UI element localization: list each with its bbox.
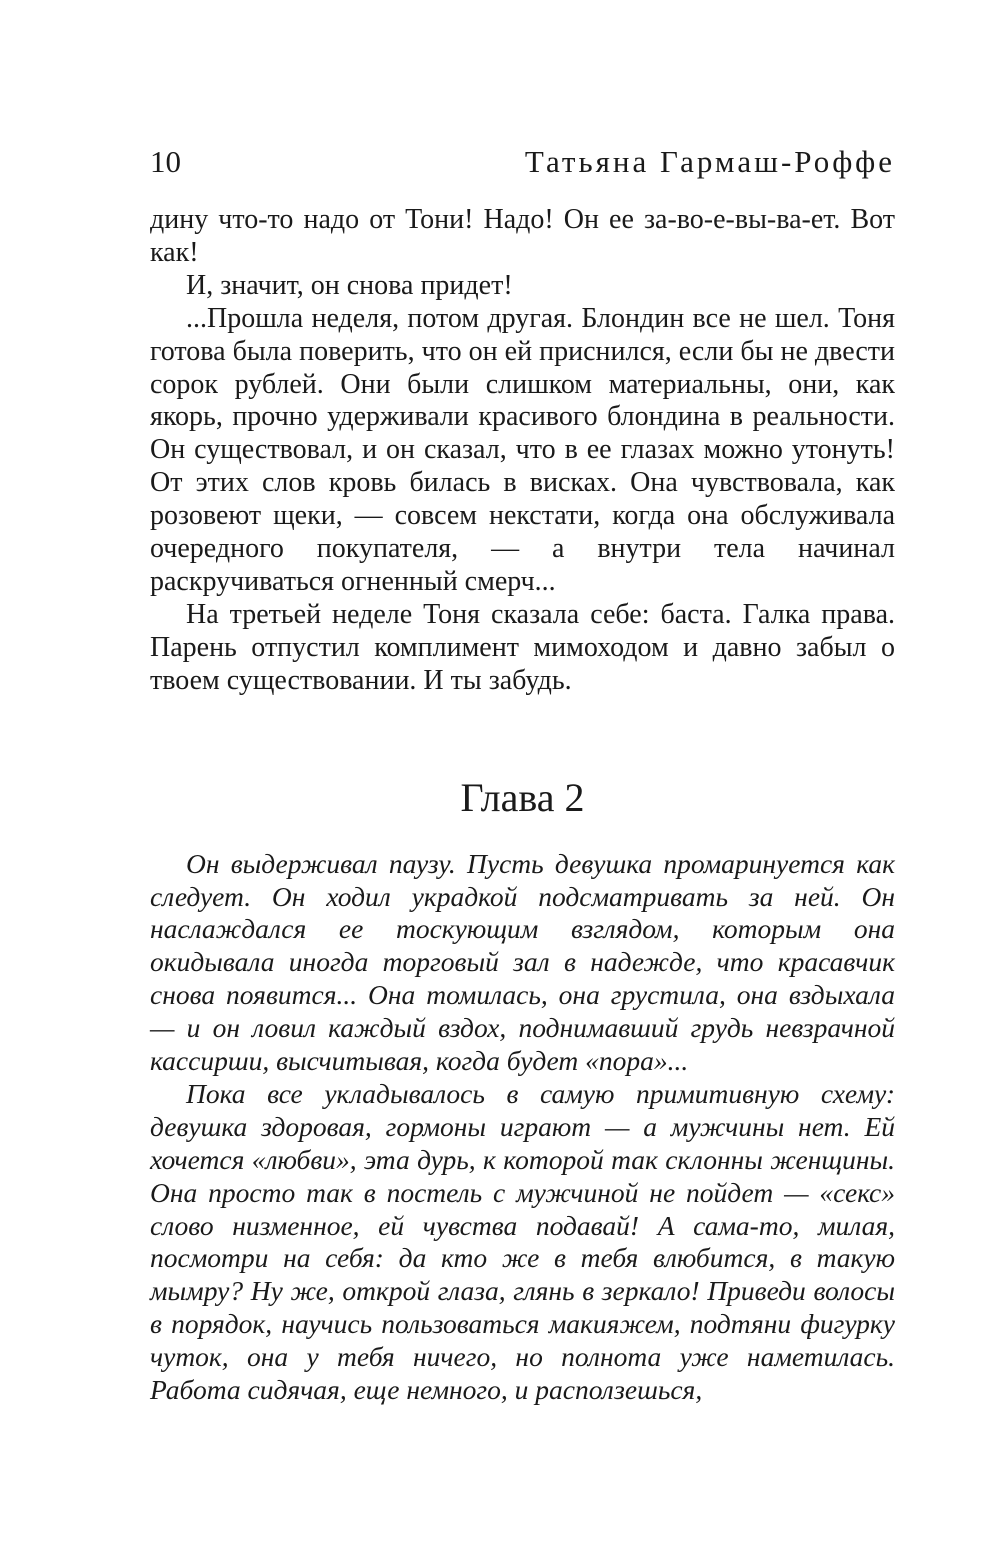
chapter-italic-text [150,848,895,1407]
italic-paragraph: Пока все укладывалось в самую примитивную схему: девушка здоровая, гормоны играют — а мужчины нет. Ей хочется «любви», эта дурь, к которой так склонны женщины. Она просто так в постель с мужчиной не пойдет — «секс» слово низменное, ей чувства подавай! А сама-то, милая, посмотри на себя: да кто же в тебя влюбится, в такую мымру? Ну же, открой глаза, глянь в зеркало! Приведи волосы в порядок, научись пользоваться макияжем, подтяни фигурку чуток, она у тебя ничего, но полнота уже наметилась. Работа сидячая, еще немного, и расползешься, [150,1077,895,1406]
chapter-title: Глава 2 [460,774,585,820]
paragraph: На третьей неделе Тоня сказала себе: баста. Галка права. Парень отпустил комплимент мимоходом и давно забыл о твоем существовании. И ты забудь. [150,598,895,696]
author-name: Татьяна Гармаш-Роффе [524,144,895,179]
paragraph: ...Прошла неделя, потом другая. Блондин все не шел. Тоня готова была поверить, что он ей приснился, если бы не двести сорок рублей. Они были слишком материальны, они, как якорь, прочно удерживали красивого блондина в реальности. Он существовал, и он сказал, что в ее глазах можно утонуть! От этих слов кровь билась в висках. Она чувствовала, как розовеют щеки, — совсем некстати, когда она обслуживала очередного покупателя, — а внутри тела начинал раскручиваться огненный смерч... [150,302,895,597]
body-text [150,204,895,698]
paragraph: И, значит, он снова придет! [186,269,513,301]
running-header [150,140,895,184]
page-number: 10 [150,144,181,179]
italic-paragraph: Он выдерживал паузу. Пусть девушка промаринуется как следует. Он ходил украдкой подсматривать за ней. Он наслаждался ее тоскующим взглядом, которым она окидывала иногда торговый зал в надежде, что красавчик снова появится... Она томилась, она грустила, она вздыхала — и он ловил каждый вздох, поднимавший грудь невзрачной кассирши, высчитывая, когда будет «пора»... [150,847,895,1077]
paragraph-continued: дину что-то надо от Тони! Надо! Он ее за-во-е-вы-ва-ет. Вот как! [150,204,895,268]
book-page [150,140,895,1407]
